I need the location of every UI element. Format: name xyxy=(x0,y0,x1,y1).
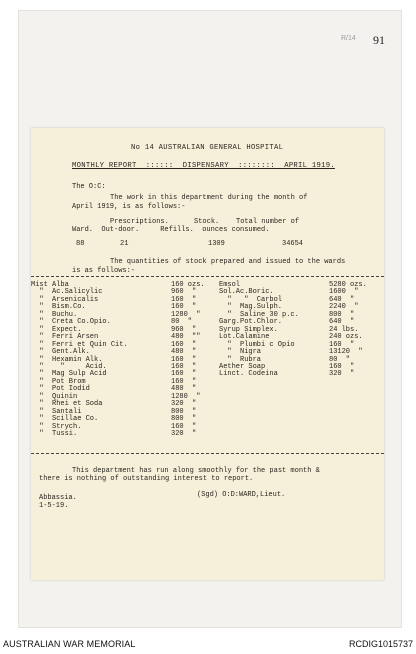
stock-item-quantity: 960 " xyxy=(171,288,197,297)
stock-item-quantity: 160 " xyxy=(171,362,197,371)
quantities-line-2: is as follows:- xyxy=(72,267,136,275)
stock-item-quantity: 320 " xyxy=(329,370,355,379)
divider-top xyxy=(31,276,384,277)
footer-source: AUSTRALIAN WAR MEMORIAL xyxy=(3,639,136,649)
stock-item-quantity: 800 " xyxy=(329,310,355,319)
stock-item-name: " Rhei et Soda xyxy=(31,400,103,409)
divider-bottom xyxy=(31,453,384,454)
stock-item-quantity: 80 " xyxy=(171,318,193,327)
place: Abbassia. xyxy=(39,494,77,502)
stock-item-name: " Buchu. xyxy=(31,310,78,319)
stock-item-name: " Nigra xyxy=(219,348,262,357)
table-header-1: Prescriptions. Stock. Total number of xyxy=(110,218,300,226)
stock-item-quantity: 240 ozs. xyxy=(329,333,363,342)
stock-item-name: " Scillae Co. xyxy=(31,415,99,424)
stock-item-quantity: 160 ozs. xyxy=(171,281,205,289)
stock-item-quantity: 800 " xyxy=(171,407,197,416)
stock-item-name: " Saline 30 p.c. xyxy=(219,310,299,319)
stock-item-quantity: 160 " xyxy=(329,362,355,371)
stock-item-name: " Gent.Alk. xyxy=(31,348,90,357)
stock-item-name: " Plumbi c Opio xyxy=(219,340,295,349)
stock-item-quantity: 13120 " xyxy=(329,348,363,357)
date: 1-5-19. xyxy=(39,502,69,510)
footer-id: RCDIG1015737 xyxy=(348,639,413,649)
stock-item-name: Syrup Simplex. xyxy=(219,325,278,334)
stock-item-name: " Ac.Salicylic xyxy=(31,288,103,297)
stock-item-quantity: 320 " xyxy=(171,400,197,409)
stock-item-quantity: 5280 ozs. xyxy=(329,281,367,289)
stock-item-quantity: 640 " xyxy=(329,295,355,304)
stock-item-name: " Ferri Arsen xyxy=(31,333,99,342)
stock-item-name: " Tussi. xyxy=(31,430,78,438)
stock-item-name: Linct. Codeina xyxy=(219,370,278,379)
stock-item-name: " Strych. xyxy=(31,422,82,431)
stock-item-quantity: 160 " xyxy=(329,340,355,349)
outdoor-count: 21 xyxy=(120,240,129,248)
stock-item-quantity: 160 " xyxy=(171,303,197,312)
stock-item-quantity: 2240 " xyxy=(329,303,359,312)
stock-item-name: " Hexamin Alk. xyxy=(31,355,103,364)
quantities-line-1: The quantities of stock prepared and issued to the wards xyxy=(110,258,346,266)
stock-item-quantity: 24 lbs. xyxy=(329,325,359,334)
stock-item-quantity: 480 " xyxy=(171,348,197,357)
stock-item-name: " Creta Co.Opio. xyxy=(31,318,111,327)
pencil-annotation: R/14 xyxy=(341,35,356,42)
stock-item-name: " Rubra xyxy=(219,355,262,364)
stock-item-name: " Expect. xyxy=(31,325,82,334)
stock-item-quantity: 160 " xyxy=(171,422,197,431)
stock-item-name: " Quinin xyxy=(31,392,78,401)
stock-item-quantity: 160 " xyxy=(171,295,197,304)
stock-item-name: " Mag Sulp Acid xyxy=(31,370,107,379)
hospital-name: No 14 AUSTRALIAN GENERAL HOSPITAL xyxy=(131,144,284,152)
stock-item-name: " Bism.Co. xyxy=(31,303,86,312)
stock-item-name: Lot.Calamine xyxy=(219,333,270,342)
salutation: The O:C: xyxy=(72,183,106,191)
stock-item-name: Sol.Ac.Boric. xyxy=(219,288,274,297)
intro-line-1: The work in this department during the month of xyxy=(110,194,308,202)
stock-item-quantity: 160 " xyxy=(171,340,197,349)
stock-item-quantity: 160 " xyxy=(171,377,197,386)
stock-item-quantity: 800 " xyxy=(171,415,197,424)
closing-line-1: This department has run along smoothly for the past month & xyxy=(72,467,320,475)
stock-item-quantity: 1280 " xyxy=(171,310,201,319)
ward-count: 88 xyxy=(76,240,85,248)
stock-item-name: Emsol xyxy=(219,281,241,289)
stock-item-quantity: 80 " xyxy=(329,355,351,364)
footer-bar xyxy=(0,634,416,654)
stock-item-quantity: 480 " xyxy=(171,385,197,394)
stock-item-name: Garg.Pot.Chlor. xyxy=(219,318,283,327)
stock-item-quantity: 480 "" xyxy=(171,333,201,342)
ounces-consumed: 34654 xyxy=(282,240,304,248)
stock-item-name: Aether Soap xyxy=(219,362,266,371)
stock-item-name: Mist Alba xyxy=(31,281,69,289)
stock-item-name: " " Carbol xyxy=(219,295,283,304)
closing-line-2: there is nothing of outstanding interest to report. xyxy=(39,475,254,483)
report-sheet xyxy=(31,128,384,580)
stock-item-name: " " Acid. xyxy=(31,362,107,371)
stock-item-quantity: 960 " xyxy=(171,325,197,334)
signature: (Sgd) O:D:WARD,Lieut. xyxy=(197,491,286,499)
report-title: MONTHLY REPORT :::::: DISPENSARY :::::::: APRIL 1919. xyxy=(72,162,335,170)
stock-item-name: " Santali xyxy=(31,407,82,416)
stock-item-name: " Pot Iodid xyxy=(31,385,90,394)
table-header-2: Ward. Out-door. Refills. ounces consumed. xyxy=(72,226,270,234)
stock-item-quantity: 160 " xyxy=(171,355,197,364)
refills-count: 1309 xyxy=(208,240,225,248)
stock-item-name: " Arsenicalis xyxy=(31,295,99,304)
stock-item-quantity: 1600 " xyxy=(329,288,359,297)
stock-item-quantity: 1280 " xyxy=(171,392,201,401)
stock-item-quantity: 640 " xyxy=(329,318,355,327)
stock-item-name: " Pot Brom xyxy=(31,377,86,386)
page-number: 91 xyxy=(373,33,385,47)
stock-item-quantity: 320 " xyxy=(171,430,197,438)
stock-item-quantity: 160 " xyxy=(171,370,197,379)
stock-item-name: " Mag.Sulph. xyxy=(219,303,283,312)
stock-item-name: " Ferri et Quin Cit. xyxy=(31,340,128,349)
intro-line-2: April 1919, is as follows:- xyxy=(72,203,186,211)
